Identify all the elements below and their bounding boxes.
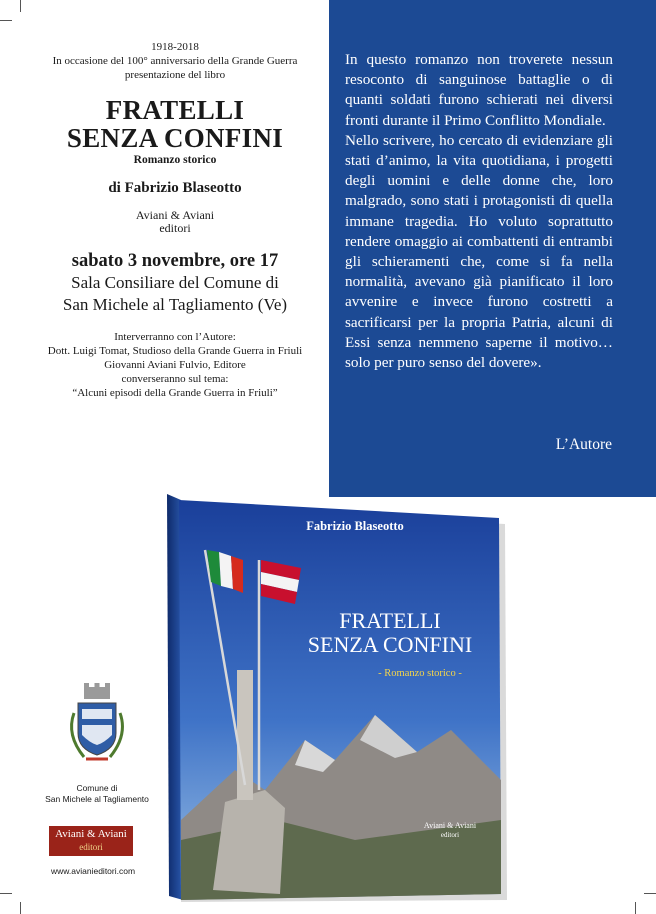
crop-mark: [635, 902, 636, 914]
book-author: di Fabrizio Blaseotto: [108, 180, 242, 196]
cover-title-line2: SENZA CONFINI: [307, 632, 473, 657]
speaker-1: Dott. Luigi Tomat, Studioso della Grande Guerra in Friuli: [47, 345, 303, 357]
quote-signature: L’Autore: [555, 436, 612, 453]
cover-publisher-line2: editori: [440, 831, 460, 839]
publisher-logo: [49, 826, 133, 856]
venue-line1: Sala Consiliare del Comune di: [71, 273, 279, 292]
comune-label: [20, 783, 174, 805]
event-presentation: presentazione del libro: [124, 69, 226, 81]
book-subtitle: Romanzo storico: [133, 154, 217, 166]
event-occasion: In occasione del 100° anniversario della Grande Guerra: [52, 55, 298, 67]
speakers-intro: Interverranno con l’Autore:: [114, 331, 236, 343]
logo-line1: Aviani & Aviani: [55, 828, 127, 840]
logo-line2: editori: [79, 842, 103, 852]
publisher-website: www.avianieditori.com: [50, 866, 136, 876]
event-date: sabato 3 novembre, ore 17: [71, 251, 279, 271]
speaker-2: Giovanni Aviani Fulvio, Editore: [104, 359, 246, 371]
cover-publisher-line1: Aviani & Aviani: [423, 821, 477, 830]
venue-line2: San Michele al Tagliamento (Ve): [62, 295, 288, 314]
crop-mark: [20, 0, 21, 12]
book-title-line1: FRATELLI: [105, 95, 245, 125]
author-quote: [345, 50, 613, 373]
speakers-block: [20, 330, 330, 400]
publisher-line1: Aviani & Aviani: [135, 208, 215, 222]
event-info: [20, 40, 330, 400]
cover-author: Fabrizio Blaseotto: [306, 519, 404, 533]
event-years: 1918-2018: [151, 41, 199, 53]
crop-mark: [644, 893, 656, 894]
book-title-line2: SENZA CONFINI: [66, 123, 284, 153]
cover-title-line1: FRATELLI: [339, 608, 441, 633]
publisher-line2: editori: [159, 221, 191, 235]
topic: “Alcuni episodi della Grande Guerra in Friuli”: [72, 387, 278, 399]
quote-paragraph-2: Nello scrivere, ho cercato di evidenziare gli stati d’animo, la vita quotidiana, i progetti degli uomini e delle donne che, loro malgrado, sono stati i protagonisti di quella immane tragedia. Ho voluto soprattutto rendere omaggio ai combattenti di entrambi gli schieramenti che, come si fa nella normalità, avevano già pianificato il loro avvenire e invece furono costretti a sacrificarsi per la propria Patria, alcuni di Essi senza nemmeno saperne il motivo… solo per puro senso del dovere».: [345, 131, 613, 372]
topic-intro: converseranno sul tema:: [121, 373, 229, 385]
coat-of-arms-icon: [60, 683, 134, 769]
crop-mark: [0, 20, 12, 21]
quote-paragraph-1: In questo romanzo non troverete nessun resoconto di sanguinose battaglie o di quanti soldati furono schierati nei diversi fronti durante il Primo Conflitto Mondiale.: [345, 51, 613, 129]
comune-line2: San Michele al Tagliamento: [45, 794, 149, 804]
crop-mark: [0, 893, 12, 894]
cover-subtitle: - Romanzo storico -: [378, 668, 462, 679]
crop-mark: [20, 902, 21, 914]
comune-line1: Comune di: [76, 783, 118, 793]
book-cover-image: [155, 490, 511, 904]
